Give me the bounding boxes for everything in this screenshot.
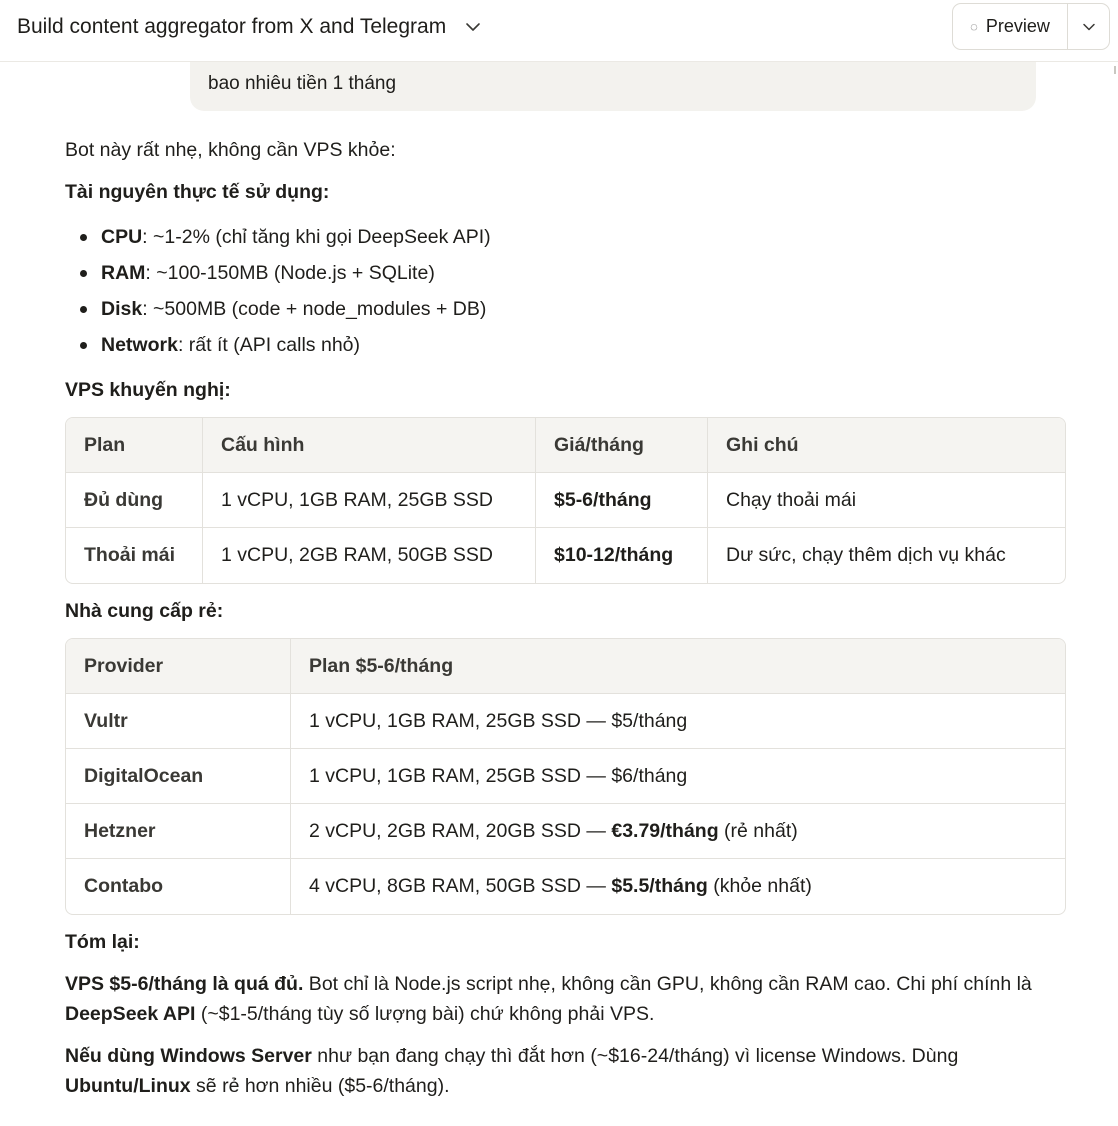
body-text: như bạn đang chạy thì đắt hơn (~$16-24/tháng) vì license Windows. Dùng — [311, 1045, 959, 1067]
resource-text: : rất ít (API calls nhỏ) — [177, 334, 360, 356]
summary-paragraph — [65, 1041, 1066, 1101]
provider-name: Hetzner — [66, 804, 291, 859]
preview-button[interactable] — [953, 4, 1067, 49]
assistant-response — [65, 135, 1066, 1113]
body-text: Bot chỉ là Node.js script nhẹ, không cần GPU, không cần RAM cao. Chi phí chính là — [303, 973, 1032, 995]
table-cell: Thoải mái — [66, 528, 203, 583]
price-text: $10-12/tháng — [554, 544, 674, 566]
resource-text: : ~100-150MB (Node.js + SQLite) — [145, 262, 435, 284]
summary-paragraph — [65, 969, 1066, 1029]
vps-table — [65, 417, 1066, 584]
bold-text: Nếu dùng Windows Server — [65, 1045, 312, 1067]
table-cell: 1 vCPU, 2GB RAM, 50GB SSD — [203, 528, 536, 583]
column-header: Ghi chú — [708, 418, 1065, 473]
list-item — [65, 219, 1066, 255]
column-header: Provider — [66, 639, 291, 694]
resource-text: : ~1-2% (chỉ tăng khi gọi DeepSeek API) — [142, 226, 491, 248]
bold-text: VPS $5-6/tháng là quá đủ. — [65, 973, 304, 995]
resource-text: : ~500MB (code + node_modules + DB) — [142, 298, 487, 320]
table-row — [66, 749, 1065, 804]
scrollbar[interactable] — [1114, 66, 1116, 74]
list-item — [65, 255, 1066, 291]
chevron-down-icon — [1081, 19, 1097, 35]
table-header-row — [66, 418, 1065, 473]
table-row — [66, 694, 1065, 749]
provider-spec — [291, 804, 1065, 859]
preview-button-group — [952, 3, 1110, 50]
price-text: $5.5/tháng — [611, 875, 708, 897]
chevron-down-icon — [464, 18, 482, 36]
price-text: $5-6/tháng — [554, 488, 652, 511]
provider-name: Vultr — [66, 694, 291, 749]
column-header: Cấu hình — [203, 418, 536, 473]
table-cell: 1 vCPU, 1GB RAM, 25GB SSD — [203, 473, 536, 528]
bold-text: DeepSeek API — [65, 1003, 196, 1025]
resources-list — [65, 219, 1066, 363]
provider-heading: Nhà cung cấp rẻ: — [65, 600, 224, 622]
intro-paragraph: Bot này rất nhẹ, không cần VPS khỏe: — [65, 139, 396, 161]
provider-name: DigitalOcean — [66, 749, 291, 804]
body-text: sẽ rẻ hơn nhiều ($5-6/tháng). — [190, 1075, 450, 1097]
user-message-text: bao nhiêu tiền 1 tháng — [208, 73, 397, 94]
provider-spec — [291, 859, 1065, 914]
provider-spec — [291, 694, 1065, 749]
table-cell: Chạy thoải mái — [708, 473, 1065, 528]
resource-name: RAM — [101, 262, 146, 284]
table-header-row — [66, 639, 1065, 694]
table-cell: Dư sức, chạy thêm dịch vụ khác — [726, 544, 1006, 566]
preview-options-button[interactable] — [1067, 4, 1109, 49]
column-header: Plan $5-6/tháng — [291, 639, 1065, 694]
bold-text: Ubuntu/Linux — [65, 1075, 191, 1097]
note-text: (khỏe nhất) — [707, 875, 812, 897]
resources-heading: Tài nguyên thực tế sử dụng: — [65, 181, 330, 203]
resource-name: Network — [101, 334, 178, 356]
column-header: Plan — [66, 418, 203, 473]
table-row — [66, 804, 1065, 859]
conversation-title-menu[interactable] — [17, 0, 482, 54]
spec-text: 4 vCPU, 8GB RAM, 50GB SSD — — [309, 875, 612, 897]
summary-heading: Tóm lại: — [65, 931, 140, 953]
table-row — [66, 859, 1065, 914]
provider-name: Contabo — [66, 859, 291, 914]
provider-table — [65, 638, 1066, 915]
resource-name: CPU — [101, 226, 143, 248]
table-cell — [536, 473, 708, 528]
list-item — [65, 291, 1066, 327]
table-cell: Đủ dùng — [66, 473, 203, 528]
price-text: €3.79/tháng — [611, 819, 719, 842]
spec-text: 2 vCPU, 2GB RAM, 20GB SSD — — [309, 819, 612, 842]
list-item — [65, 327, 1066, 363]
column-header: Giá/tháng — [536, 418, 708, 473]
top-header — [0, 0, 1118, 62]
table-cell — [536, 528, 708, 583]
note-text: (rẻ nhất) — [718, 819, 798, 842]
body-text: (~$1-5/tháng tùy số lượng bài) chứ không phải VPS. — [195, 1003, 655, 1025]
spec-text: 1 vCPU, 1GB RAM, 25GB SSD — $5/tháng — [309, 709, 688, 732]
spec-text: 1 vCPU, 1GB RAM, 25GB SSD — $6/tháng — [309, 764, 688, 787]
vps-heading: VPS khuyến nghị: — [65, 379, 231, 401]
table-row — [66, 528, 1065, 583]
resource-name: Disk — [101, 298, 143, 320]
conversation-title: Build content aggregator from X and Telegram — [17, 15, 447, 38]
provider-spec — [291, 749, 1065, 804]
table-row — [66, 473, 1065, 528]
preview-label: Preview — [985, 16, 1050, 36]
summary-section — [65, 927, 1066, 1101]
loading-spinner-icon: ◌ — [970, 19, 978, 34]
